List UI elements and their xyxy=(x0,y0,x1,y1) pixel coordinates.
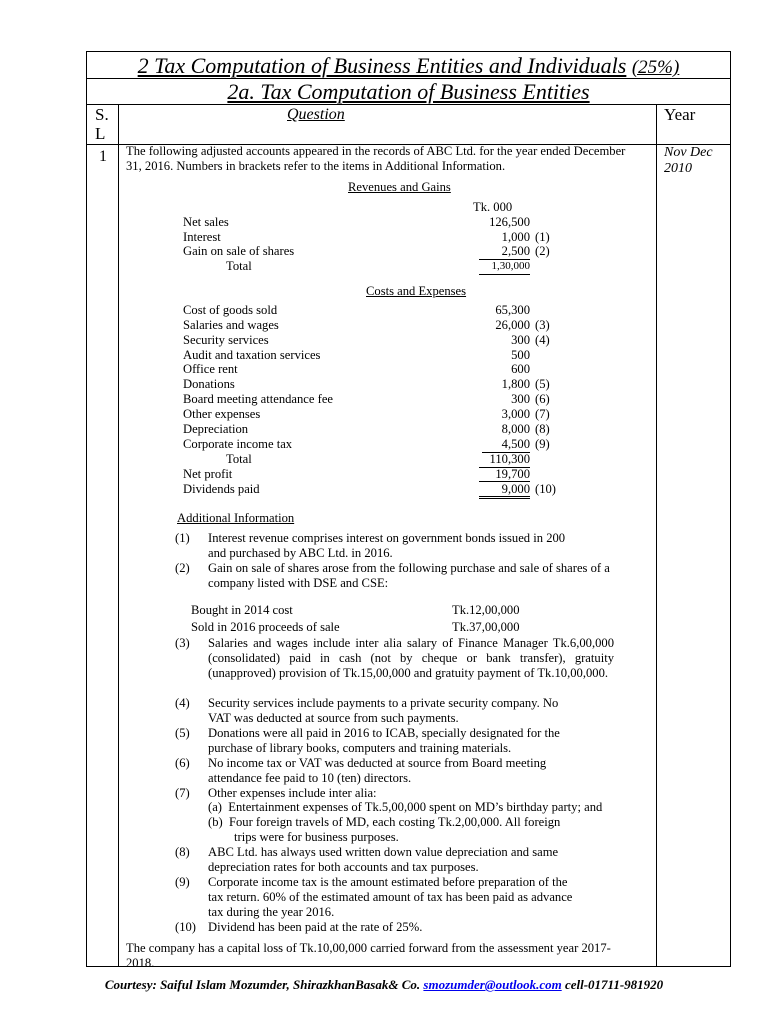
note-number: (8) xyxy=(175,845,190,859)
note-text: depreciation rates for both accounts and tax purposes. xyxy=(208,860,479,874)
note-text: Interest revenue comprises interest on government bonds issued in 200 xyxy=(208,531,566,545)
note-text: VAT was deducted at source from such payments. xyxy=(208,711,459,725)
bought-value: Tk.12,00,000 xyxy=(452,603,520,617)
note-text: Dividend has been paid at the rate of 25%. xyxy=(208,920,423,934)
exam-session: Nov Dec 2010 xyxy=(664,145,713,176)
note-number: (2) xyxy=(175,561,190,575)
dividends-value: 9,000 xyxy=(479,482,530,499)
cost-value: 300 xyxy=(511,392,530,406)
dividends-label: Dividends paid xyxy=(183,482,260,496)
cost-value: 4,500 xyxy=(482,437,530,453)
cost-label: Cost of goods sold xyxy=(183,303,278,317)
cost-ref: (5) xyxy=(535,377,550,391)
note-number: (3) xyxy=(175,636,190,650)
note-text: Donations were all paid in 2016 to ICAB, specially designated for the xyxy=(208,726,560,740)
question-header: Question xyxy=(287,106,345,123)
note-text: company listed with DSE and CSE: xyxy=(208,576,389,590)
note-text: ABC Ltd. has always used written down value depreciation and same xyxy=(208,845,559,859)
revenue-ref: (1) xyxy=(535,230,550,244)
cost-ref: (7) xyxy=(535,407,550,421)
cost-value: 8,000 xyxy=(501,422,530,436)
cost-label: Corporate income tax xyxy=(183,437,293,451)
cost-value: 500 xyxy=(511,348,530,362)
cost-label: Board meeting attendance fee xyxy=(183,392,333,406)
note-text: No income tax or VAT was deducted at source from Board meeting xyxy=(208,756,547,770)
cost-label: Donations xyxy=(183,377,235,391)
document-table xyxy=(86,51,731,970)
note-subitem: trips were for business purposes. xyxy=(234,830,399,844)
serial-number: 1 xyxy=(99,148,107,165)
note-text: attendance fee paid to 10 (ten) directors. xyxy=(208,771,412,785)
main-title: 2 Tax Computation of Business Entities and Individuals (25%) xyxy=(137,53,680,78)
note-number: (10) xyxy=(175,920,196,934)
cost-value: 600 xyxy=(511,362,530,376)
revenue-value: 126,500 xyxy=(489,215,530,229)
revenue-total: 1,30,000 xyxy=(479,259,530,275)
cost-value: 65,300 xyxy=(495,303,530,317)
cost-label: Audit and taxation services xyxy=(183,348,321,362)
revenue-label: Net sales xyxy=(183,215,229,229)
unit-label: Tk. 000 xyxy=(473,200,513,214)
revenues-heading: Revenues and Gains xyxy=(348,180,451,194)
revenue-total-label: Total xyxy=(226,259,252,273)
cost-label: Security services xyxy=(183,333,269,347)
cost-ref: (8) xyxy=(535,422,550,436)
revenue-label: Interest xyxy=(183,230,221,244)
note-text: tax during the year 2016. xyxy=(208,905,335,919)
sold-value: Tk.37,00,000 xyxy=(452,620,520,634)
revenue-value: 1,000 xyxy=(501,230,530,244)
note-text: purchase of library books, computers and training materials. xyxy=(208,741,512,755)
cost-ref: (9) xyxy=(535,437,550,451)
divider xyxy=(87,104,730,105)
closing-paragraph: The company has a capital loss of Tk.10,00,000 carried forward from the assessment year 2017-2018. xyxy=(126,941,611,970)
revenue-value: 2,500 xyxy=(479,244,530,260)
note-text: and purchased by ABC Ltd. in 2016. xyxy=(208,546,393,560)
note-number: (6) xyxy=(175,756,190,770)
note-text: Other expenses include inter alia: xyxy=(208,786,377,800)
cost-label: Depreciation xyxy=(183,422,249,436)
cost-ref: (3) xyxy=(535,318,550,332)
cost-value: 1,800 xyxy=(501,377,530,391)
net-profit-value: 19,700 xyxy=(479,467,530,482)
cost-label: Office rent xyxy=(183,362,238,376)
cost-total: 110,300 xyxy=(489,452,530,466)
note-number: (5) xyxy=(175,726,190,740)
cost-value: 26,000 xyxy=(495,318,530,332)
bought-label: Bought in 2014 cost xyxy=(191,603,293,617)
additional-info-heading: Additional Information xyxy=(177,511,295,525)
note-number: (1) xyxy=(175,531,190,545)
dividends-ref: (10) xyxy=(535,482,556,496)
note-subitem: (b) Four foreign travels of MD, each costing Tk.2,00,000. All foreign xyxy=(208,815,561,829)
note-subitem: (a) Entertainment expenses of Tk.5,00,000 spent on MD’s birthday party; and xyxy=(208,800,603,814)
footer-credit: Courtesy: Saiful Islam Mozumder, ShirazkhanBasak& Co. smozumder@outlook.com cell-01711-981920 xyxy=(104,977,664,992)
cost-label: Other expenses xyxy=(183,407,261,421)
note-text: Corporate income tax is the amount estimated before preparation of the xyxy=(208,875,568,889)
note-text: tax return. 60% of the estimated amount of tax has been paid as advance xyxy=(208,890,573,904)
sold-label: Sold in 2016 proceeds of sale xyxy=(191,620,340,634)
note-number: (4) xyxy=(175,696,190,710)
cost-total-label: Total xyxy=(226,452,252,466)
note-text: Gain on sale of shares arose from the following purchase and sale of shares of a xyxy=(208,561,610,575)
note-number: (9) xyxy=(175,875,190,889)
revenue-ref: (2) xyxy=(535,244,550,258)
column-divider xyxy=(656,104,657,966)
note-number: (7) xyxy=(175,786,190,800)
intro-paragraph: The following adjusted accounts appeared in the records of ABC Ltd. for the year ended December 31, 2016. Numbers in brackets refer to the items in Additional Information. xyxy=(126,144,626,173)
sub-title: 2a. Tax Computation of Business Entities xyxy=(227,79,590,104)
email-link[interactable]: smozumder@outlook.com xyxy=(423,977,562,992)
serial-header: S. L xyxy=(95,105,109,143)
cost-label: Salaries and wages xyxy=(183,318,279,332)
cost-value: 3,000 xyxy=(501,407,530,421)
revenue-label: Gain on sale of shares xyxy=(183,244,295,258)
costs-heading: Costs and Expenses xyxy=(366,284,467,298)
cost-ref: (4) xyxy=(535,333,550,347)
note-text: Salaries and wages include inter alia salary of Finance Manager Tk.6,00,000 (consolidated) paid in cash (not by cheque or bank transfer), gratuity (unapproved) provision of Tk.15,00,000 and gratuity payment of Tk.10,00,000. xyxy=(208,636,614,680)
cost-value: 300 xyxy=(511,333,530,347)
column-divider xyxy=(118,104,119,966)
year-header: Year xyxy=(664,105,696,124)
cost-ref: (6) xyxy=(535,392,550,406)
weight-percent: (25%) xyxy=(631,57,680,78)
note-text: Security services include payments to a private security company. No xyxy=(208,696,559,710)
net-profit-label: Net profit xyxy=(183,467,233,481)
